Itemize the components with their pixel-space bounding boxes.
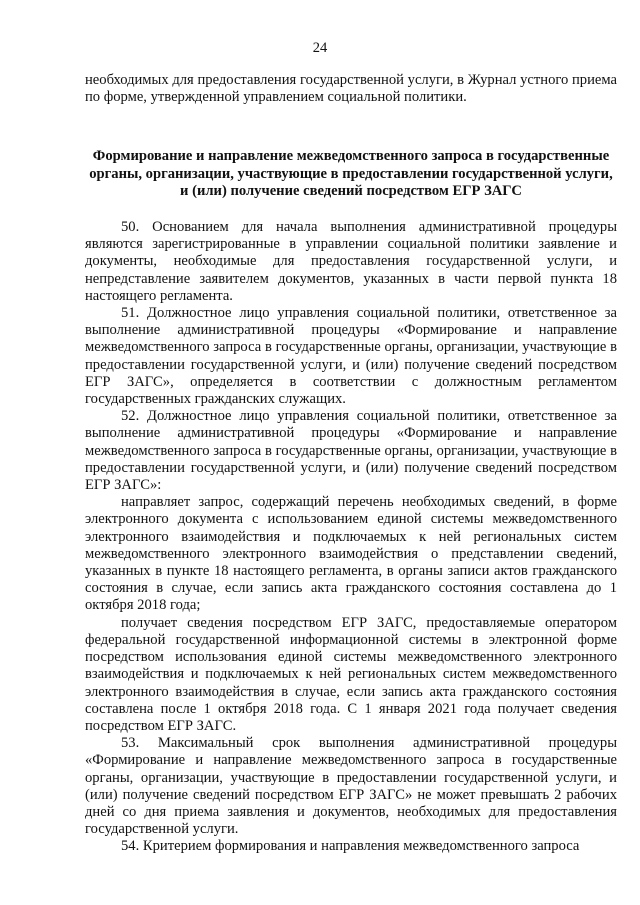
paragraph-50: 50. Основанием для начала выполнения административной процедуры являются зарегистрированные в управлении социальной политики заявление и документы, необходимые для предоставления государственной услуги, и непредставление заявителем документов, указанных в части первой пункта 18 настоящего регламента. <box>85 219 617 304</box>
paragraph-52-item-receive: получает сведения посредством ЕГР ЗАГС, предоставляемые оператором федеральной государственной информационной системы в электронной форме посредством использования единой системы межведомственного электронного взаимодействия и подключаемых к ней региональных систем межведомственного электронного взаимодействия в случае, если запись акта гражданского состояния составлена после 1 октября 2018 года. С 1 января 2021 года получает сведения посредством ЕГР ЗАГС. <box>85 614 617 734</box>
section-heading: Формирование и направление межведомственного запроса в государственные органы, организации, участвующие в предоставлении государственной услуги, и (или) получение сведений посредством ЕГР ЗАГС <box>89 148 613 199</box>
paragraph-53: 53. Максимальный срок выполнения административной процедуры «Формирование и направление межведомственного запроса в государственные органы, организации, участвующие в предоставлении государственной услуги, и (или) получение сведений посредством ЕГР ЗАГС» не может превышать 2 рабочих дней со дня приема заявления и документов, необходимых для предоставления государственной услуги. <box>85 735 617 838</box>
document-body <box>85 72 617 856</box>
paragraph-52: 52. Должностное лицо управления социальной политики, ответственное за выполнение административной процедуры «Формирование и направление межведомственного запроса в государственные органы, организации, участвующие в предоставлении государственной услуги, и (или) получение сведений посредством ЕГР ЗАГС»: <box>85 408 617 494</box>
paragraph-51: 51. Должностное лицо управления социальной политики, ответственное за выполнение административной процедуры «Формирование и направление межведомственного запроса в государственные органы, организации, участвующие в предоставлении государственной услуги, и (или) получение сведений посредством ЕГР ЗАГС», определяется в соответствии с должностным регламентом государственных гражданских служащих. <box>85 305 617 408</box>
paragraph-54: 54. Критерием формирования и направления межведомственного запроса <box>121 838 580 855</box>
paragraph-52-item-request: направляет запрос, содержащий перечень необходимых сведений, в форме электронного документа с использованием единой системы межведомственного электронного взаимодействия и подключаемых к ней региональных систем межведомственного электронного взаимодействия о представлении сведений, указанных в пункте 18 настоящего регламента, в органы записи актов гражданского состояния в случае, если запись акта гражданского состояния составлена до 1 октября 2018 года; <box>85 494 617 614</box>
page-number: 24 <box>312 40 328 56</box>
paragraph-continuation: необходимых для предоставления государственной услуги, в Журнал устного приема по форме, утвержденной управлением социальной политики. <box>85 72 617 106</box>
